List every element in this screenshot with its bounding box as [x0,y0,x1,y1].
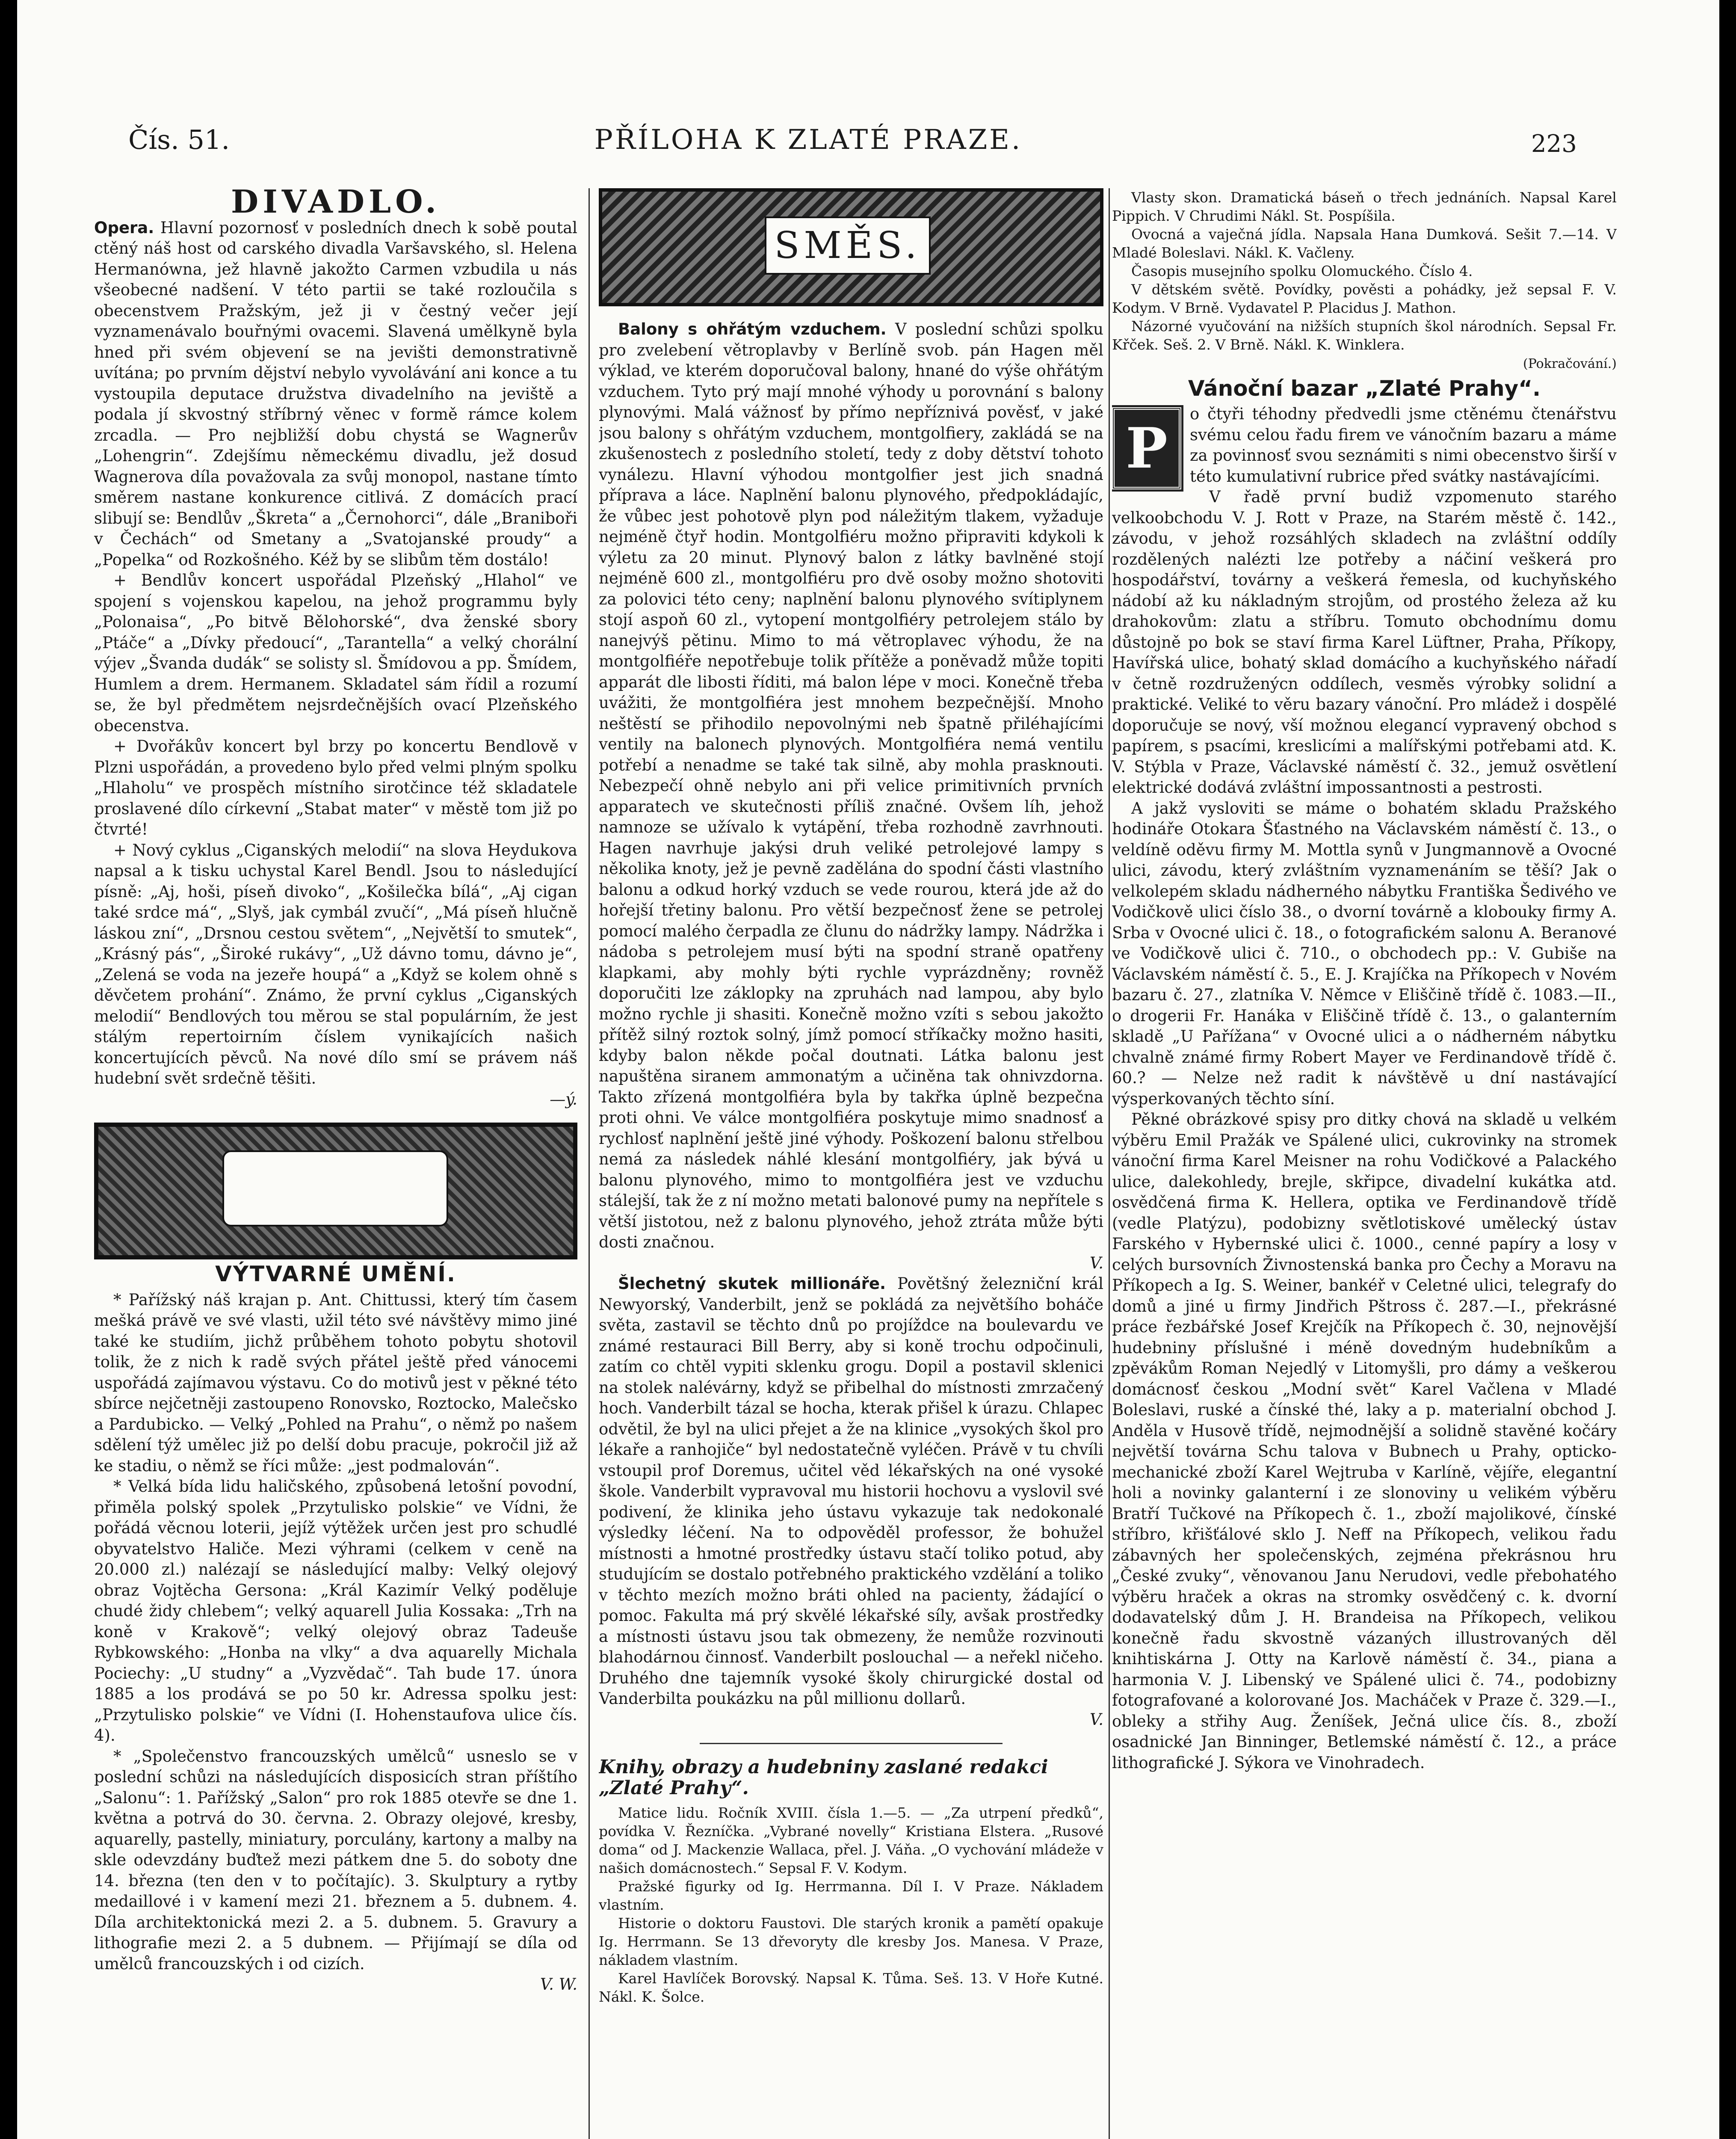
column-middle [599,188,1103,2139]
knihy-item: Historie o doktoru Faustovi. Dle starých kronik a pamětí opakuje Ig. Herrmann. Se 13 dřevoryty dle kresby Jos. Manesa. V Praze, nákladem vlastním. [599,1915,1103,1968]
column-left [94,188,577,2139]
ornament-cartouche [222,1150,448,1227]
cyklus-signature: —ý. [550,1090,577,1108]
cyklus-paragraph: + Nový cyklus „Ciganských melodií“ na slova Heydukova napsal a k tisku uchystal Karel Bendl. Jsou to následující písně: „Aj, hoši, píseň divoko“, „Košilečka bílá“, „Aj cigan také srdce má“, „Slyš, jak cymbál zvučí“, „Má píseň hlučně láskou zní“, „Drsnou cestou světem“, „Největší to smutek“, „Krásný pás“, „Široké rukávy“, „Už dávno tomu, dávno je“, „Zelená se voda na jezeře houpá“ a „Když se kolem ohně s děvčetem prohání“. Známo, že první cyklus „Ciganských melodií“ Bendlových tou měrou se stal populárním, že jest stálým repertoirním číslem vynikajících našich koncertujících pěvců. Na nové dílo smí se právem náš hudební svět srdečně těšiti. [94,841,577,1087]
dvorak-concert-paragraph: + Dvořákův koncert byl brzy po koncertu Bendlově v Plzni uspořádán, a provedeno bylo před velmi plným spolku „Hlaholu“ ve prospěch místního sirotčince též skladatele proslavené dílo církevní „Stabat mater“ v městě tom již po čtvrté! [94,737,577,838]
balony-paragraph [599,319,1103,1253]
supplement-title: PŘÍLOHA K ZLATÉ PRAZE. [594,124,1023,156]
knihy-cont-item: Časopis musejního spolku Olomuckého. Číslo 4. [1131,263,1473,279]
polsky-spolek-paragraph: * Velká bída lidu haličského, způsobená letošní povodní, přiměla polský spolek „Przytulisko polskie“ ve Vídni, že pořádá věcnou loterii, jejíž výtěžek určen jest pro schudlé obyvatelstvo Haliče. Mezi výhrami (celkem v ceně na 20.000 zl.) nalézají se následující malby: Velký olejový obraz Vojtěcha Gersona: „Král Kazimír Velký poděluje chudé židy chlebem“; velký aquarell Julia Kossaka: „Trh na koně v Krakově“; velký olejový obraz Tadeuše Rybkowského: „Honba na vlky“ a dva aquarelly Michala Pociechy: „U studny“ a „Vyzvědač“. Tah bude 17. února 1885 a los prodává se po 50 kr. Adressa spolku jest: „Przytulisko polskie“ ve Vídni (I. Hohenstaufova ulice čís. 4). [94,1477,577,1745]
spolecenstvo-paragraph: * „Společenstvo francouzských umělců“ usneslo se v poslední schůzi na následujících disposicích stran příštího „Salonu“: 1. Pařížský „Salon“ pro rok 1885 otevře se dne 1. května a potrvá do 30. června. 2. Obrazy olejové, kresby, aquarelly, pastelly, miniatury, porculány, kartony a malby na skle odevzdány buďtež mezi pátkem dne 5. do soboty dne 14. března (ten den v to počítajíc). 3. Skulptury a rytby medaillové i v kamení mezi 21. březnem a 5. dubnem. 4. Díla architektonická mezi 2. a 5. dubnem. 5. Gravury a lithografie mezi 2. a 5 dubnem. — Přijímají se díla od umělců francouzských i od cizích. [94,1747,577,1973]
bazar-paragraph: A jakž vysloviti se máme o bohatém skladu Pražského hodináře Otokara Šťastného na Václavském náměstí č. 13., o veldíně oděvu firmy M. Mottla synů v Jungmannově a Ovocné ulici, závodu, který zvláštním vyznamenáním se těší? Jak o velkolepém skladu nádherného nábytku Františka Šedivého ve Vodičkově ulici číslo 38., o dvorní továrně a klobouky firmy A. Srba v Ovocné ulici č. 18., o fotografickém salonu A. Beranové ve Vodičkově ulici č. 710., o obchodech pp.: V. Gubiše na Václavském náměstí č. 5., E. J. Krajíčka na Příkopech v Novém bazaru č. 27., zlatníka V. Němce v Eliščině třídě č. 1083.—II., o drogerii Fr. Hanáka v Eliščině třídě č. 13., o galanterním skladě „U Pařížana“ v Ovocné ulici a o nádherném nábytku chvalně známé firmy Robert Mayer ve Ferdinandově třídě č. 60.? — Nelze než radit k návštěvě u dní nastávající výsperkovaných těchto síní. [1112,799,1617,1108]
chittussi-paragraph: * Pařížský náš krajan p. Ant. Chittussi, který tím časem mešká právě ve své vlasti, užil této své návštěvy mimo jiné také ke studiím, jichž průběhem tohoto pobytu shotovil tolik, že z nich k radě svých přátel ještě před vánocemi uspořádá zajímavou výstavu. Co do motivů jest v pěkné této sbírce nejčetněji zastoupeno Ronovsko, Roztocko, Malečsko a Pardubicko. — Velký „Pohled na Prahu“, o němž po našem sdělení týž umělec již po delší dobu pracuje, pokročil již až ke stadiu, o němž se říci může: „jest podmalován“. [94,1290,577,1475]
divadlo-heading: DIVADLO. [231,188,441,220]
knihy-cont-item: Názorné vyučování na nižších stupních škol národních. Sepsal Fr. Křček. Seš. 2. V Brně. Nákl. K. Winklera. [1112,318,1617,353]
page-number: 223 [1531,130,1577,158]
column-right [1112,188,1617,2139]
opera-text: Hlavní pozornosť v posledních dnech k sobě poutal ctěný náš host od carského divadla Varšavského, sl. Helena Hermanówna, jež hlavně jakožto Carmen vzbudila u nás všeobecné nadšení. V této partii se také rozloučila s obecenstvem Pražským, jež ji v čestný večer její vyznamenávalo bouřnými ovacemi. Slavená umělkyně byla hned při svém objevení se na jevišti demonstrativně uvítána; po prvním dějství nebylo vyvolávání ani konce a tu vystoupila deputace družstva divadelního na jeviště a podala jí skvostný stříbrný věnec v formě rámce kolem zrcadla. — Pro nejbližší dobu chystá se Wagnerův „Lohengrin“. Zdejšímu německému divadlu, jež dosud Wagnerova díla považovala za svůj monopol, nastane tímto směrem nastane konkurence citlivá. Z domácích prací slibují se: Bendlův „Škreta“ a „Černohorci“, dále „Braniboři v Čechách“ od Smetany a „Svatojanské proudy“ a „Popelka“ od Rozkošného. Kéž by se slibům těm dostálo! [94,218,577,569]
knihy-cont-item: Ovocná a vaječná jídla. Napsala Hana Dumková. Sešit 7.—14. V Mladé Boleslavi. Nákl. K. Vačleny. [1112,226,1617,261]
knihy-cont-item: V dětském světě. Povídky, pověsti a pohádky, jež sepsal F. V. Kodym. V Brně. Vydavatel P. Placidus J. Mathon. [1112,281,1617,316]
section-divider [700,1743,1003,1744]
skutek-paragraph [599,1274,1103,1709]
newspaper-page [17,0,1719,2139]
bazar-paragraph: Pěkné obrázkové spisy pro ditky chová na skladě u velkém výběru Emil Pražák ve Spálené ulici, cukrovinky na stromek vánoční firma Karel Meisner na rohu Vodičkové a Palackého ulice, dalekohledy, brejle, skřipce, divadelní kukátka atd. osvědčená firma K. Hellera, optika ve Ferdinandově třídě (vedle Platýzu), podobizny světlotiskové umělecký ústav Farského v Hybernské ulici č. 1000., cenné papíry a losy v celých bursovních Živnostenská banka pro Čechy a Moravu na Příkopech a Ig. S. Weiner, bankéř v Celetné ulici, telegrafy do domů a jiné u firmy Jindřich Pštross č. 287.—I., překrásné práce řezbářské Josef Krejčík na Příkopech č. 30, nejnovější hudebniny příslušné i méně dovedným hudebníkům a zpěvákům Roman Nejedlý v Litomyšli, pro dámy a veškerou domácnosť českou „Modní svět“ Karel Vačlena v Mladé Boleslavi, ruské a čínské thé, laky a p. materialní obchod J. Anděla v Husově třídě, nejmodnější a solidně stavěné kočáry největší továrna Schu talova v Bubnech u Prahy, opticko-mechanické zboží Karel Wejtruba v Karlíně, vějíře, elegantní holi a novinky galanterní i ze slonoviny u velikém výběru Bratří Tučkové na Příkopech č. 1., zboží majolikové, čínské stříbro, křišťálové sklo J. Neff na Příkopech, velikou řadu zábavných her společenských, zejména překrásnou hru „České zvuky“, věnovanou Janu Nerudovi, vedle přebohatého výběru hraček a okras na stromky osvědčený c. k. dvorní dodavatelský dům J. H. Brandeisa na Příkopech, velikou konečně řadu skvostně vázaných illustrovaných děl knihtiskárna J. Otty na Karlově náměstí č. 34., piana a harmonia V. J. Libenský ve Spálené ulici č. 74., podobizny fotografované a kolorované Jos. Macháček v Praze č. 329.—I., obleky a střihy Aug. Ženíšek, Ječná ulice čís. 8., zboží osadnické Jan Binninger, Betlemské náměstí č. 12., a práce lithografické J. Sýkora ve Vinohradech. [1112,1110,1617,1772]
continuation-note: (Pokračování.) [1523,356,1617,371]
balony-text: V poslední schůzi spolku pro zvelebení větroplavby v Berlíně svob. pán Hagen měl výklad, ve kterém doporučoval balony, hnané do výše ohřátým vzduchem. Tyto prý mají mnohé výhody u porovnání s balony plynovými. Malá vážnosť by přímo nepříznivá pověsť, v jaké jsou balony s ohřátým vzduchem, montgolfiery, zakládá se na zkušenostech z posledního století, tedy z doby dětství tohoto vynálezu. Hlavní výhodou montgolfier jest jich snadná příprava a láce. Naplnění balonu plynového, předpokládajíc, že vůbec jest pohotově plyn pod náležitým tlakem, vyžaduje nejméně čtyř hodin. Montgolfiéru možno připraviti kdykoli k výletu za 20 minut. Plynový balon z látky bavlněné stojí nejméně 600 zl., montgolfiéru pro dvě osoby možno shotoviti za polovici této ceny; naplnění balonu plynového svítiplynem stojí aspoň 60 zl., vytopení montgolfiéry petrolejem stálo by nanejvýš pětinu. Mimo to má větroplavec výhodu, že na montgolfiéře nepotřebuje tolik přítěže a poněvadž může topiti apparát dle libosti říditi, má balon lépe v moci. Konečně třeba uvážiti, že montgolfiéra jest mnohem bezpečnější. Mnoho neštěstí se přihodilo nepovolnými neb špatně přiléhajícími ventily na balonech plynových. Montgolfiéra nemá ventilu potřebí a nenadme se také tak silně, aby mohla prasknouti. Nebezpečí ohně nebylo ani při velice primitivních prvních apparatech ve skutečnosti příliš značné. Ovšem líh, jehož namnoze se užívalo k vytápění, třeba rozhodně zavrhnouti. Hagen navrhuje jakýsi druh veliké petrolejové lampy s několika knoty, jež je pevně zadělána do spodní části vlastního balonu a odkud horký vzduch se vede rourou, která jde až do hořejší třetiny balonu. Pro větší bezpečnosť žene se petrolej pomocí malého čerpadla ze člunu do nádržky lampy. Nádržka i nádoba s petrolejem musí býti na spodní straně opatřeny klapkami, aby mohly býti rychle vyprázdněny; rovněž doporučiti lze záklopky na zpruhách nad lampou, aby bylo možno rychle ji shasiti. Konečně možno vzíti s sebou jakožto přítěž silný roztok solný, jímž pomocí stříkačky možno hasiti, kdyby balon někde počal doutnati. Látka balonu jest napuštěna siranem ammonatým a učiněna tak ohnivzdorna. Takto zřízená montgolfiéra byla by takřka úplně bezpečna proti ohni. Ve válce montgolfiéra poskytuje mimo snadnosť a rychlosť naplnění ještě jiné výhody. Poškození balonu střelbou nemá za následek náhlé klesání montgolfiéry, jak bývá u balonu plynového, mimo to montgolfiéra jest ve vzduchu stálejší, tak že z ní možno metati balonové pumy na nepřítele s větší jistotou, než z balonu plynového, jehož ztráta může býti dosti značnou. [599,320,1103,1251]
balony-signature: V. [1089,1253,1103,1272]
issue-number: Čís. 51. [128,124,230,155]
decorative-initial: P [1112,407,1181,489]
skutek-lead: Šlechetný skutek millionáře. [618,1274,886,1293]
smes-ornament-banner [599,188,1103,306]
page-header [17,124,1719,175]
bazar-paragraph: V řadě první budiž vzpomenuto starého velkoobchodu V. J. Rott v Praze, na Starém městě č. 142., závodu, v jehož rozsáhlých skladech na zvláštní oddíly rozdělených nalézti lze potřeby a náčiní veškerá pro hospodářství, továrny a veškerá řemesla, od kuchyňského nádobí až ku nákladným strojům, od prostého železa až ku drahokovům: zlatu a stříbru. Tomuto obchodnímu domu důstojně po bok se staví firma Karel Lüftner, Praha, Příkopy, Havířská ulice, bohatý sklad domácího a kuchyňského nářadí v četně rozdruženýcn oddílech, vesměs výrobky solidní a praktické. Veliké to věru bazary vánoční. Pro mládež i dospělé doporučuje se nový, vší možnou elegancí vypravený obchod s papírem, s psacími, kreslicími a malířskými potřebami atd. K. V. Stýbla v Praze, Václavské náměstí č. 32., jemuž osvětlení elektrické dodává zvláštní impossantnosti a pestrosti. [1112,488,1617,797]
scan-edge [1719,0,1736,2139]
opera-lead: Opera. [94,218,154,237]
spolecenstvo-signature: V. W. [540,1975,577,1994]
balony-lead: Balony s ohřátým vzduchem. [618,320,887,338]
knihy-cont-item: Vlasty skon. Dramatická báseň o třech jednáních. Napsal Karel Pippich. V Chrudimi Nákl. St. Pospíšila. [1112,189,1617,224]
column-rule [1109,188,1110,2139]
art-illustration-banner [94,1123,577,1259]
bazar-intro: o čtyři téhodny předvedli jsme ctěnému čtenářstvu svému celou řadu firem ve vánočním bazaru a máme za povinnosť svou seznámiti s nimi obecenstvo širší v této kumulativní rubrice před svátky nastávajícími. [1190,405,1617,486]
vytvarne-heading: VÝTVARNÉ UMĚNÍ. [215,1262,456,1286]
knihy-item: Matice lidu. Ročník XVIII. čísla 1.—5. — „Za utrpení předků“, povídka V. Řezníčka. „Vybrané novelly“ Kristiana Elstera. „Rusové doma“ od J. Mackenzie Wallaca, přel. J. Váňa. „O vychování mládeže v našich domácnostech.“ Sepsal F. V. Kodym. [599,1804,1103,1876]
opera-paragraph [94,218,577,571]
knihy-heading: Knihy, obrazy a hudebniny zaslané redakci „Zlaté Prahy“. [599,1756,1048,1799]
knihy-item: Pražské figurky od Ig. Herrmanna. Díl I. V Praze. Nákladem vlastním. [599,1878,1103,1913]
skutek-text: Povětšný železniční král Newyorský, Vanderbilt, jenž se pokládá za největšího boháče světa, zastavil se těchto dnů po projíždce na boulevardu ve známé restauraci Bill Berry, aby si koně trochu odpočinuli, zatím co chtěl vypiti sklenku grogu. Dopil a postavil sklenici na stolek nalévárny, když se přibelhal do místnosti zmrzačený hoch. Vanderbilt tázal se hocha, kterak přišel k úrazu. Chlapec odvětil, že byl na ulici přejet a že na klinice „vysokých škol pro lékaře a ranhojiče“ byl nedostatečně vyléčen. Právě v tu chvíli vstoupil prof Doremus, učitel věd lékařských na oné vysoké škole. Vanderbilt vypravoval mu historii hochovu a vyslovil své podivení, že klinika jeho ústavu vykazuje tak nedokonalé výsledky léčení. Na to odpověděl professor, že bohužel místnosti a hmotné prostředky ústavu stačí toliko potud, aby studujícím se dostalo potřebného praktického vzdělání a toliko v těchto mezích možno bráti ohled na pacienty, žádající o pomoc. Fakulta má prý skvělé lékařské síly, avšak prostředky a místnosti ústavu jsou tak obmezeny, že nemůže rozvinouti blahodárnou činnosť. Vanderbilt poslouchal — a neřekl ničeho. Druhého dne tajemník vysoké školy chirurgické dostal od Vanderbilta poukázku na půl millionu dollarů. [599,1274,1103,1708]
column-rule [589,188,590,2139]
bendl-concert-paragraph: + Bendlův koncert uspořádal Plzeňský „Hlahol“ ve spojení s vojenskou kapelou, na jehož programmu byly „Polonaisa“, „Po bitvě Bělohorské“, dva ženské sbory „Ptáče“ a „Dívky předoucí“, „Tarantella“ a velký chorální výjev „Švanda dudák“ se solisty sl. Šmídovou a pp. Šmídem, Humlem a drem. Hermanem. Skladatel sám řídil a rozumí se, že byl předmětem nejsrdečnějších ovací Plzeňského obecenstva. [94,571,577,735]
bazar-heading: Vánoční bazar „Zlaté Prahy“. [1188,376,1541,401]
skutek-signature: V. [1089,1710,1103,1729]
smes-heading: SMĚS. [765,216,931,275]
knihy-item: Karel Havlíček Borovský. Napsal K. Tůma. Seš. 13. V Hoře Kutné. Nákl. K. Šolce. [599,1970,1103,2005]
